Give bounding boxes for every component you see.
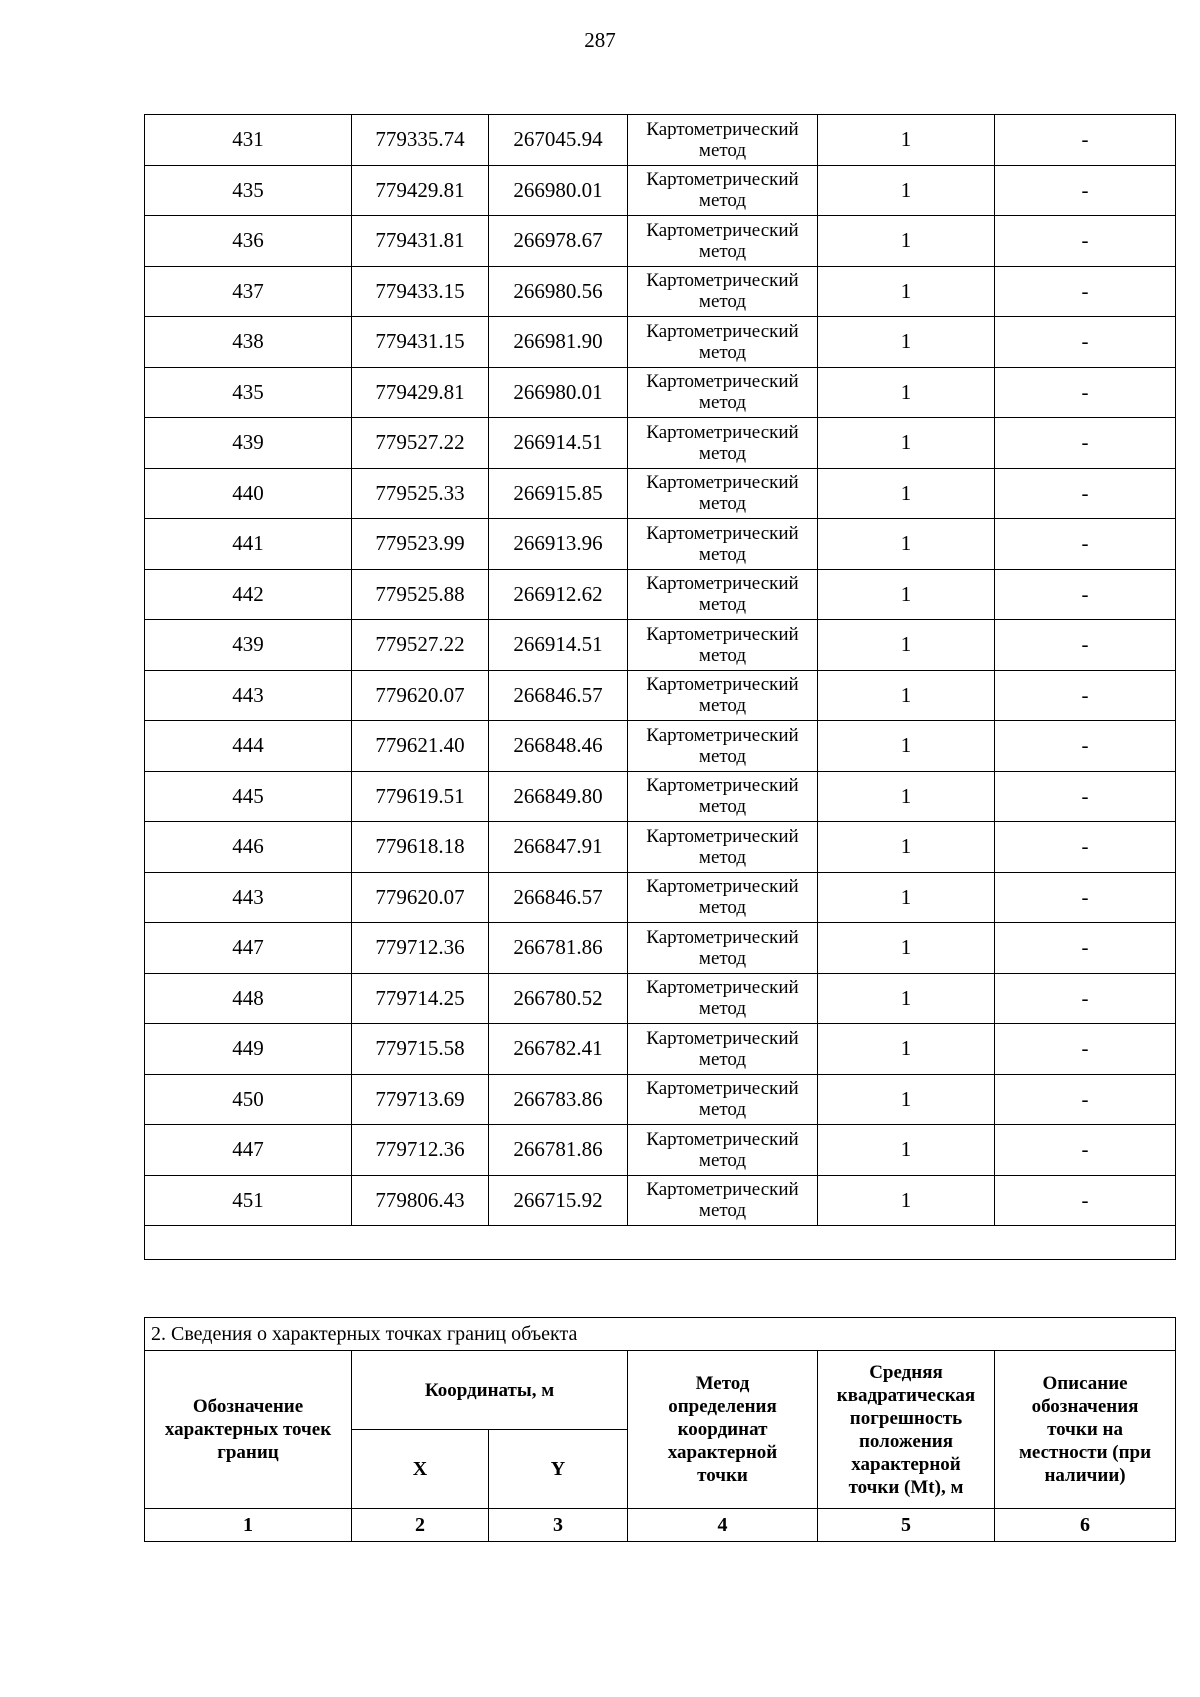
table-row	[145, 670, 1176, 721]
accuracy-cell: 1	[818, 771, 995, 822]
point-cell: 448	[145, 973, 352, 1024]
y-coordinate-cell: 266849.80	[489, 771, 628, 822]
point-cell: 431	[145, 115, 352, 166]
x-coordinate-cell: 779525.88	[352, 569, 489, 620]
header-x: X	[352, 1430, 489, 1509]
x-coordinate-cell: 779527.22	[352, 620, 489, 671]
description-cell: -	[995, 670, 1176, 721]
empty-cell	[145, 1226, 1176, 1260]
table-row	[145, 317, 1176, 368]
x-coordinate-cell: 779618.18	[352, 822, 489, 873]
x-coordinate-cell: 779523.99	[352, 519, 489, 570]
column-number-5: 5	[818, 1509, 995, 1542]
description-cell: -	[995, 468, 1176, 519]
y-coordinate-cell: 266781.86	[489, 923, 628, 974]
x-coordinate-cell: 779525.33	[352, 468, 489, 519]
y-coordinate-cell: 266913.96	[489, 519, 628, 570]
method-cell: Картометрический метод	[628, 317, 818, 368]
method-cell: Картометрический метод	[628, 266, 818, 317]
accuracy-cell: 1	[818, 670, 995, 721]
table-row	[145, 872, 1176, 923]
table-row	[145, 165, 1176, 216]
table-row	[145, 771, 1176, 822]
method-cell: Картометрический метод	[628, 569, 818, 620]
description-cell: -	[995, 216, 1176, 267]
accuracy-cell: 1	[818, 923, 995, 974]
x-coordinate-cell: 779429.81	[352, 367, 489, 418]
x-coordinate-cell: 779620.07	[352, 670, 489, 721]
header-description: Описание обозначения точки на местности (при наличии)	[995, 1351, 1176, 1509]
method-cell: Картометрический метод	[628, 923, 818, 974]
accuracy-cell: 1	[818, 822, 995, 873]
accuracy-cell: 1	[818, 367, 995, 418]
point-cell: 447	[145, 923, 352, 974]
method-cell: Картометрический метод	[628, 1175, 818, 1226]
accuracy-cell: 1	[818, 216, 995, 267]
column-number-3: 3	[489, 1509, 628, 1542]
y-coordinate-cell: 266782.41	[489, 1024, 628, 1075]
description-cell: -	[995, 1175, 1176, 1226]
description-cell: -	[995, 165, 1176, 216]
y-coordinate-cell: 266914.51	[489, 620, 628, 671]
method-cell: Картометрический метод	[628, 872, 818, 923]
section2-title: 2. Сведения о характерных точках границ объекта	[145, 1318, 1176, 1351]
x-coordinate-cell: 779431.15	[352, 317, 489, 368]
y-coordinate-cell: 266846.57	[489, 670, 628, 721]
accuracy-cell: 1	[818, 519, 995, 570]
y-coordinate-cell: 266715.92	[489, 1175, 628, 1226]
point-cell: 438	[145, 317, 352, 368]
table-row	[145, 1074, 1176, 1125]
description-cell: -	[995, 519, 1176, 570]
y-coordinate-cell: 266980.01	[489, 165, 628, 216]
accuracy-cell: 1	[818, 620, 995, 671]
table-row	[145, 620, 1176, 671]
method-cell: Картометрический метод	[628, 822, 818, 873]
y-coordinate-cell: 266847.91	[489, 822, 628, 873]
table-row	[145, 418, 1176, 469]
column-number-2: 2	[352, 1509, 489, 1542]
point-cell: 444	[145, 721, 352, 772]
description-cell: -	[995, 1125, 1176, 1176]
point-cell: 443	[145, 670, 352, 721]
header-method: Метод определения координат характерной точки	[628, 1351, 818, 1509]
table-row	[145, 115, 1176, 166]
x-coordinate-cell: 779712.36	[352, 923, 489, 974]
accuracy-cell: 1	[818, 1125, 995, 1176]
y-coordinate-cell: 266981.90	[489, 317, 628, 368]
header-y: Y	[489, 1430, 628, 1509]
point-cell: 442	[145, 569, 352, 620]
header-accuracy: Средняя квадратическая погрешность положения характерной точки (Mt), м	[818, 1351, 995, 1509]
x-coordinate-cell: 779715.58	[352, 1024, 489, 1075]
point-cell: 435	[145, 165, 352, 216]
y-coordinate-cell: 266912.62	[489, 569, 628, 620]
x-coordinate-cell: 779619.51	[352, 771, 489, 822]
description-cell: -	[995, 569, 1176, 620]
x-coordinate-cell: 779712.36	[352, 1125, 489, 1176]
coordinates-table	[144, 114, 1176, 1260]
x-coordinate-cell: 779335.74	[352, 115, 489, 166]
accuracy-cell: 1	[818, 1074, 995, 1125]
y-coordinate-cell: 267045.94	[489, 115, 628, 166]
column-number-6: 6	[995, 1509, 1176, 1542]
accuracy-cell: 1	[818, 418, 995, 469]
point-cell: 447	[145, 1125, 352, 1176]
table-row	[145, 923, 1176, 974]
table-row	[145, 216, 1176, 267]
point-cell: 435	[145, 367, 352, 418]
accuracy-cell: 1	[818, 165, 995, 216]
section2-table	[144, 1317, 1176, 1542]
table-row	[145, 1175, 1176, 1226]
y-coordinate-cell: 266915.85	[489, 468, 628, 519]
header-coordinates: Координаты, м	[352, 1351, 628, 1430]
method-cell: Картометрический метод	[628, 418, 818, 469]
method-cell: Картометрический метод	[628, 620, 818, 671]
description-cell: -	[995, 115, 1176, 166]
y-coordinate-cell: 266846.57	[489, 872, 628, 923]
accuracy-cell: 1	[818, 266, 995, 317]
y-coordinate-cell: 266980.56	[489, 266, 628, 317]
point-cell: 443	[145, 872, 352, 923]
y-coordinate-cell: 266780.52	[489, 973, 628, 1024]
x-coordinate-cell: 779433.15	[352, 266, 489, 317]
accuracy-cell: 1	[818, 721, 995, 772]
description-cell: -	[995, 973, 1176, 1024]
method-cell: Картометрический метод	[628, 216, 818, 267]
method-cell: Картометрический метод	[628, 973, 818, 1024]
method-cell: Картометрический метод	[628, 771, 818, 822]
point-cell: 450	[145, 1074, 352, 1125]
description-cell: -	[995, 367, 1176, 418]
x-coordinate-cell: 779714.25	[352, 973, 489, 1024]
method-cell: Картометрический метод	[628, 721, 818, 772]
table-row	[145, 1024, 1176, 1075]
accuracy-cell: 1	[818, 973, 995, 1024]
column-number-4: 4	[628, 1509, 818, 1542]
table-row	[145, 569, 1176, 620]
point-cell: 439	[145, 418, 352, 469]
accuracy-cell: 1	[818, 1024, 995, 1075]
method-cell: Картометрический метод	[628, 115, 818, 166]
y-coordinate-cell: 266781.86	[489, 1125, 628, 1176]
empty-row	[145, 1226, 1176, 1260]
header-point-designation: Обозначение характерных точек границ	[145, 1351, 352, 1509]
method-cell: Картометрический метод	[628, 519, 818, 570]
point-cell: 440	[145, 468, 352, 519]
table-row	[145, 468, 1176, 519]
table-row	[145, 367, 1176, 418]
table-row	[145, 973, 1176, 1024]
description-cell: -	[995, 1024, 1176, 1075]
description-cell: -	[995, 317, 1176, 368]
y-coordinate-cell: 266980.01	[489, 367, 628, 418]
column-number-1: 1	[145, 1509, 352, 1542]
x-coordinate-cell: 779527.22	[352, 418, 489, 469]
x-coordinate-cell: 779620.07	[352, 872, 489, 923]
accuracy-cell: 1	[818, 468, 995, 519]
description-cell: -	[995, 418, 1176, 469]
x-coordinate-cell: 779806.43	[352, 1175, 489, 1226]
table-row	[145, 519, 1176, 570]
description-cell: -	[995, 822, 1176, 873]
point-cell: 449	[145, 1024, 352, 1075]
table-row	[145, 1125, 1176, 1176]
point-cell: 451	[145, 1175, 352, 1226]
method-cell: Картометрический метод	[628, 670, 818, 721]
method-cell: Картометрический метод	[628, 1125, 818, 1176]
point-cell: 445	[145, 771, 352, 822]
x-coordinate-cell: 779713.69	[352, 1074, 489, 1125]
y-coordinate-cell: 266848.46	[489, 721, 628, 772]
accuracy-cell: 1	[818, 1175, 995, 1226]
method-cell: Картометрический метод	[628, 1074, 818, 1125]
point-cell: 437	[145, 266, 352, 317]
method-cell: Картометрический метод	[628, 367, 818, 418]
point-cell: 446	[145, 822, 352, 873]
description-cell: -	[995, 266, 1176, 317]
accuracy-cell: 1	[818, 872, 995, 923]
x-coordinate-cell: 779431.81	[352, 216, 489, 267]
page-number: 287	[584, 28, 616, 52]
table-row	[145, 822, 1176, 873]
method-cell: Картометрический метод	[628, 165, 818, 216]
method-cell: Картометрический метод	[628, 468, 818, 519]
description-cell: -	[995, 620, 1176, 671]
description-cell: -	[995, 872, 1176, 923]
point-cell: 441	[145, 519, 352, 570]
point-cell: 436	[145, 216, 352, 267]
y-coordinate-cell: 266978.67	[489, 216, 628, 267]
table-row	[145, 266, 1176, 317]
table-row	[145, 721, 1176, 772]
point-cell: 439	[145, 620, 352, 671]
description-cell: -	[995, 1074, 1176, 1125]
method-cell: Картометрический метод	[628, 1024, 818, 1075]
x-coordinate-cell: 779429.81	[352, 165, 489, 216]
accuracy-cell: 1	[818, 569, 995, 620]
description-cell: -	[995, 771, 1176, 822]
x-coordinate-cell: 779621.40	[352, 721, 489, 772]
y-coordinate-cell: 266783.86	[489, 1074, 628, 1125]
accuracy-cell: 1	[818, 317, 995, 368]
description-cell: -	[995, 923, 1176, 974]
description-cell: -	[995, 721, 1176, 772]
accuracy-cell: 1	[818, 115, 995, 166]
y-coordinate-cell: 266914.51	[489, 418, 628, 469]
